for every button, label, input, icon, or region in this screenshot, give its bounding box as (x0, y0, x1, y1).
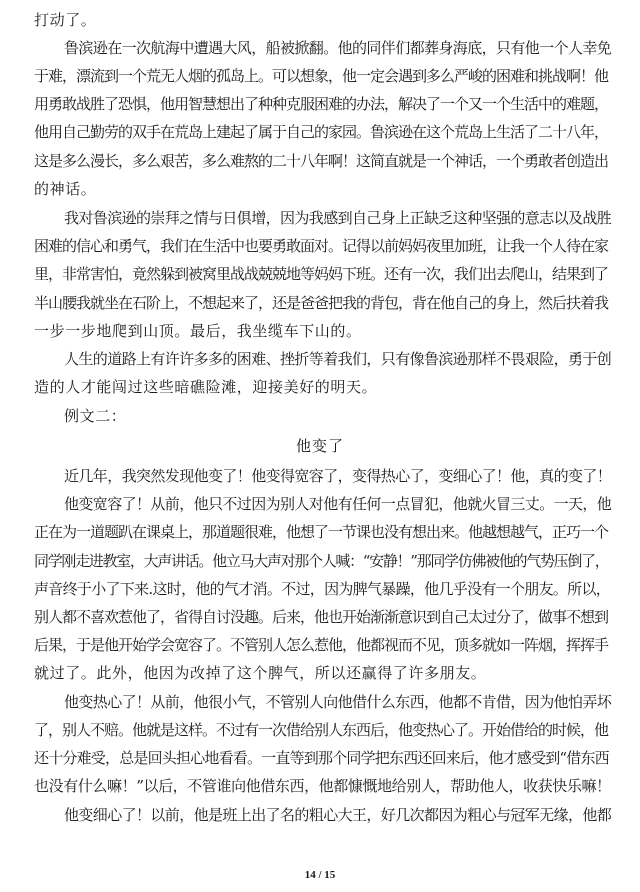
paragraph-start-line: 我对鲁滨逊的崇拜之情与日俱增，因为我感到自己身上正缺乏这种坚强的意志以及战胜 (64, 209, 612, 227)
text-line: 正在为一道题趴在课桌上，那道题很难，他想了一节课也没有想出来。他越想越气，正巧一个 (34, 523, 609, 541)
text-line: 困难的信心和勇气，我们在生活中也要勇敢面对。记得以前妈妈夜里加班，让我一个人待在家 (34, 237, 609, 255)
text-line: 打动了。 (34, 11, 97, 29)
text-line: 的神话。 (34, 180, 97, 198)
paragraph-start-line: 近几年，我突然发现他变了！他变得宽容了，变得热心了，变细心了！他，真的变了！ (64, 467, 612, 485)
text-line: 造的人才能闯过这些暗礁险滩，迎接美好的明天。 (34, 378, 378, 396)
text-line: 声音终于小了下来.这时，他的气才消。不过，因为脾气暴躁，他几乎没有一个朋友。所以， (34, 580, 611, 598)
paragraph-start-line: 鲁滨逊在一次航海中遭遇大风，船被掀翻。他的同伴们都葬身海底，只有他一个人幸免 (64, 39, 612, 57)
essay-title: 他变了 (295, 437, 344, 455)
paragraph-start-line: 他变细心了！以前，他是班上出了名的粗心大王，好几次都因为粗心与冠军无缘，他都 (64, 806, 612, 824)
text-line: 还十分难受，总是回头担心地看看。一直等到那个同学把东西还回来后，他才感受到“借东西 (34, 749, 609, 767)
text-line: 于难，漂流到一个荒无人烟的孤岛上。可以想象，他一定会遇到多么严峻的困难和挑战啊！他 (34, 67, 609, 85)
text-line: 用勇敢战胜了恐惧，他用智慧想出了种种克服困难的办法，解决了一个又一个生活中的难题， (34, 95, 609, 113)
text-line: 就过了。此外，他因为改掉了这个脾气，所以还赢得了许多朋友。 (34, 664, 487, 682)
text-line: 也没有什么嘛！”以后，不管谁向他借东西，他都慷慨地给别人，帮助他人，收获快乐嘛！ (34, 777, 611, 795)
text-line: 他用自己勤劳的双手在荒岛上建起了属于自己的家园。鲁滨逊在这个荒岛上生活了二十八年， (34, 123, 609, 141)
text-line: 后果，于是他开始学会宽容了。不管别人怎么惹他，他都视而不见，顶多就如一阵烟，挥挥手 (34, 636, 609, 654)
text-line: 这是多么漫长，多么艰苦，多么难熬的二十八年啊！这简直就是一个神话，一个勇敢者创造出 (34, 152, 609, 170)
section-label: 例文二： (64, 407, 127, 425)
text-line: 一步一步地爬到山顶。最后，我坐缆车下山的。 (34, 322, 362, 340)
text-line: 了，别人不赔。他就是这样。不过有一次借给别人东西后，他变热心了。开始借给的时候，他 (34, 721, 609, 739)
paragraph-start-line: 他变宽容了！从前，他只不过因为别人对他有任何一点冒犯，他就火冒三丈。一天，他 (64, 495, 612, 513)
page-number: 14 / 15 (304, 869, 336, 881)
text-line: 别人都不喜欢惹他了，省得自讨没趣。后来，他也开始渐渐意识到自己太过分了，做事不想到 (34, 608, 609, 626)
text-line: 半山腰我就坐在石阶上，不想起来了，还是爸爸把我的背包，背在他自己的身上，然后扶着我 (34, 294, 609, 312)
text-line: 同学刚走进教室，大声讲话。他立马大声对那个人喊：“安静！”那同学仿佛被他的气势压倒了， (34, 552, 609, 570)
paragraph-start-line: 他变热心了！从前，他很小气，不管别人向他借什么东西，他都不肯借，因为他怕弄坏 (64, 693, 612, 711)
text-line: 里，非常害怕，竟然躲到被窝里战战兢兢地等妈妈下班。还有一次，我们出去爬山，结果到了 (34, 265, 609, 283)
paragraph-start-line: 人生的道路上有许许多多的困难、挫折等着我们，只有像鲁滨逊那样不畏艰险，勇于创 (64, 350, 612, 368)
